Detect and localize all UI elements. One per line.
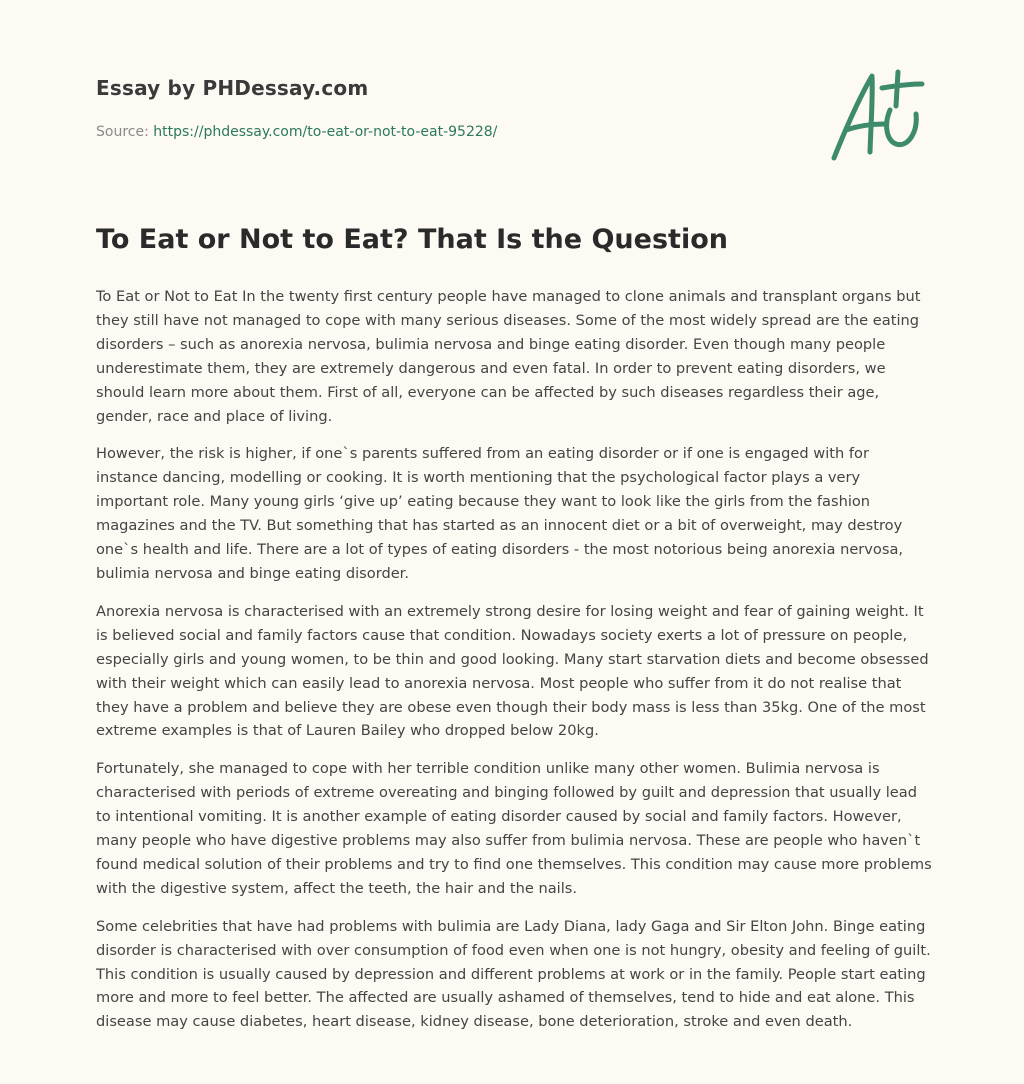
essay-paragraph: Fortunately, she managed to cope with her terrible condition unlike many other women. Bulimia nervosa is characterised with periods of extreme overeating and binging followed by guilt and depression that usually lead to intentional vomiting. It is another example of eating disorder caused by social and family factors. However, many people who have digestive problems may also suffer from bulimia nervosa. These are people who haven`t found medical solution of their problems and try to find one themselves. This condition may cause more problems with the digestive system, affect the teeth, the hair and the nails. — [96, 760, 932, 897]
source-link[interactable]: https://phdessay.com/to-eat-or-not-to-eat-95228/ — [153, 124, 498, 140]
essay-paragraph: However, the risk is higher, if one`s parents suffered from an eating disorder or if one is engaged with for instance dancing, modelling or cooking. It is worth mentioning that the psychological factor plays a very important role. Many young girls ‘give up’ eating because they want to look like the girls from the fashion magazines and the TV. But something that has started as an innocent diet or a bit of overweight, may destroy one`s health and life. There are a lot of types of eating disorders - the most notorious being anorexia nervosa, bulimia nervosa and binge eating disorder. — [96, 445, 904, 582]
essay-paragraph: Anorexia nervosa is characterised with an extremely strong desire for losing weight and fear of gaining weight. It is believed social and family factors cause that condition. Nowadays society exerts a lot of pressure on people, especially girls and young women, to be thin and good looking. Many start starvation diets and become obsessed with their weight which can easily lead to anorexia nervosa. Most people who suffer from it do not realise that they have a problem and believe they are obese even though their body mass is less than 35kg. One of the most extreme examples is that of Lauren Bailey who dropped below 20kg. — [96, 602, 929, 740]
source-line — [96, 124, 497, 140]
source-label: Source: — [96, 124, 154, 140]
page-header — [96, 0, 928, 200]
a-plus-logo-icon — [824, 66, 928, 166]
essay-paragraph: To Eat or Not to Eat In the twenty first century people have managed to clone animals and transplant organs but they still have not managed to cope with many serious diseases. Some of the most widely spread are the eating disorders – such as anorexia nervosa, bulimia nervosa and binge eating disorder. Even though many people underestimate them, they are extremely dangerous and even fatal. In order to prevent eating disorders, we should learn more about them. First of all, everyone can be affected by such diseases regardless their age, gender, race and place of living. — [96, 288, 921, 425]
brand-title: Essay by PHDessay.com — [96, 76, 369, 100]
essay-title: To Eat or Not to Eat? That Is the Question — [96, 224, 728, 255]
essay-body — [96, 285, 932, 1048]
essay-paragraph: Some celebrities that have had problems with bulimia are Lady Diana, lady Gaga and Sir Elton John. Binge eating disorder is characterised with over consumption of food even when one is not hungry, obesity and feeling of guilt. This condition is usually caused by depression and different problems at work or in the family. People start eating more and more to feel better. The affected are usually ashamed of themselves, tend to hide and eat alone. This disease may cause diabetes, heart disease, kidney disease, bone deterioration, stroke and even death. — [96, 917, 931, 1031]
